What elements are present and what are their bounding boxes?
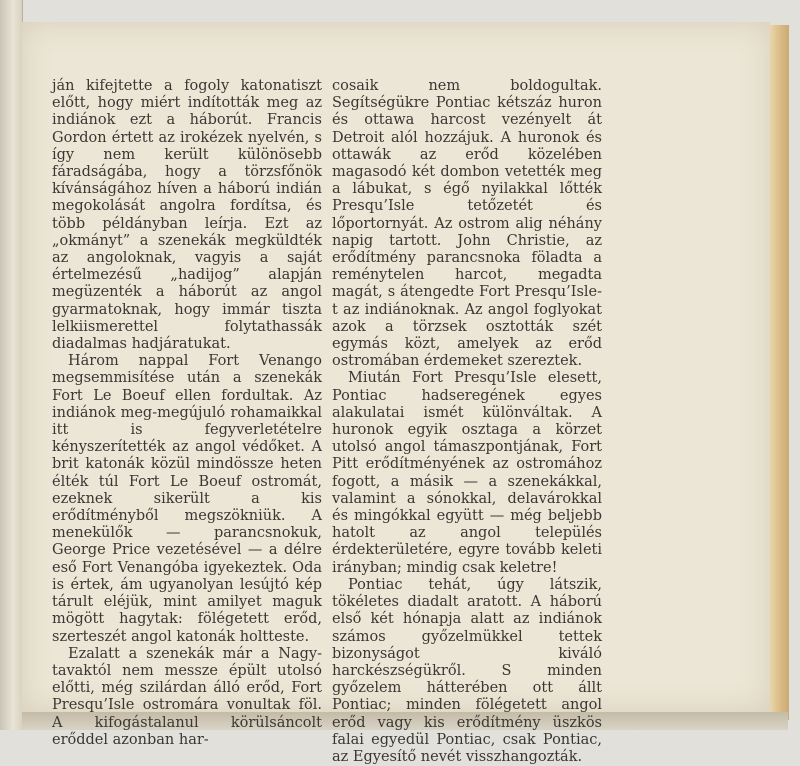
paragraph: Ezalatt a szenekák már a Nagy-tavaktól nem messze épült utolsó előtti, még szilárdan álló erőd, Fort Presqu’Isle ostromára vonultak föl. A kifogástalanul körülsáncolt erőddel azonban har- [52, 645, 322, 748]
paragraph: Három nappal Fort Venango megsemmisítése után a szenekák Fort Le Boeuf ellen fordultak. Az indiánok meg-megújuló rohamaikkal itt is fegyverletételre kényszerítették az angol védőket. A brit katonák közül mindössze heten élték túl Fort Le Boeuf ostromát, ezeknek sikerült a kis erődítményből megszökniük. A menekülők — parancsnokuk, George Price vezetésével — a délre eső Fort Venangóba igyekeztek. Oda is értek, ám ugyanolyan lesújtó kép tárult eléjük, mint amilyet maguk mögött hagytak: fölégetett erőd, szerteszét angol katonák holtteste. [52, 353, 322, 645]
right-text-column [332, 78, 602, 766]
book-page [22, 22, 770, 765]
paragraph: cosaik nem boldogultak. Segítségükre Pontiac kétszáz huron és ottawa harcost vezényelt át Detroit alól hozzájuk. A huronok és ottawák az erőd közelében magasodó két dombon vetették meg a lábukat, s égő nyilakkal lőtték Presqu’Isle tetőzetét és lőportornyát. Az ostrom alig néhány napig tartott. John Christie, az erődítmény parancsnoka föladta a reménytelen harcot, megadta magát, s átengedte Fort Presqu’Isle-t az indiánoknak. Az angol foglyokat azok a törzsek osztották szét egymás közt, amelyek az erőd ostromában érdemeket szereztek. [332, 78, 602, 370]
paragraph: ján kifejtette a fogoly katonatiszt előtt, hogy miért indították meg az indiánok ezt a háborút. Francis Gordon értett az irokézek nyelvén, s így nem került különösebb fáradságába, hogy a törzsfőnök kívánságához híven a háború indián megokolását angolra fordítsa, és több példányban leírja. Ezt az „okmányt” a szenekák megküldték az angoloknak, vagyis a saját értelmezésű „hadijog” alapján megüzenték a háborút az angol gyarmatoknak, hogy immár tiszta lelkiismerettel folytathassák diadalmas hadjáratukat. [52, 78, 322, 353]
paragraph: Miután Fort Presqu’Isle elesett, Pontiac hadseregének egyes alakulatai ismét különváltak. A huronok egyik osztaga a körzet utolsó angol támaszpontjának, Fort Pitt erődítményének az ostromához fogott, a másik — a szenekákkal, valamint a sónokkal, delavárokkal és mingókkal együtt — még beljebb hatolt az angol település érdekterületére, egyre tovább keleti irányban; mindig csak keletre! [332, 370, 602, 576]
previous-page-edge [0, 0, 23, 730]
paragraph: Pontiac tehát, úgy látszik, tökéletes diadalt aratott. A háború első két hónapja alatt az indiánok számos győzelmükkel tettek bizonyságot kiváló harckészségükről. S minden győzelem hátterében ott állt Pontiac; minden fölégetett angol erőd vagy kis erődítmény üszkös falai egyedül Pontiac, csak Pontiac, az Egyesítő nevét visszhangozták. [332, 576, 602, 765]
left-text-column [52, 78, 322, 749]
